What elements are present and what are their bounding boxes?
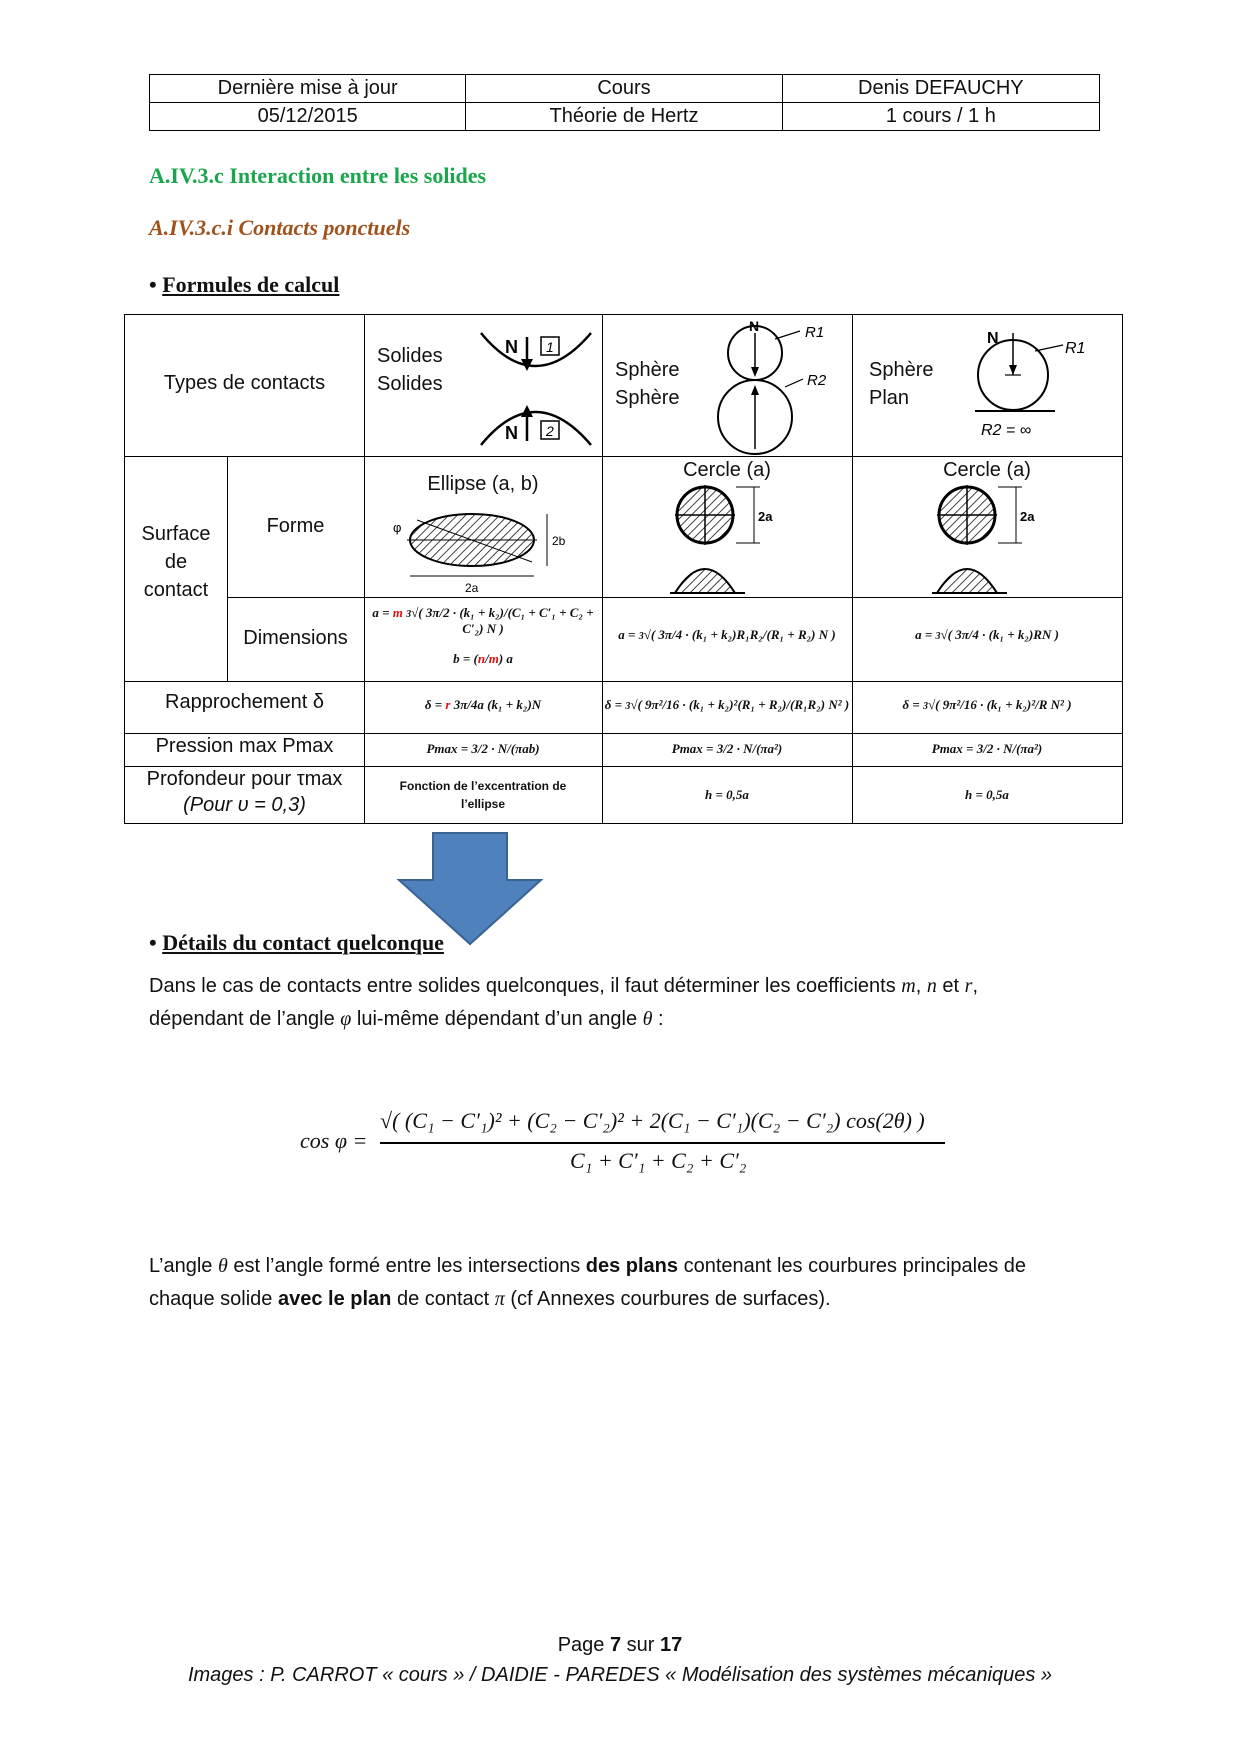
pression-label: Pression max Pmax <box>155 735 334 757</box>
formula-delta-ellipse: δ = r 3π/4a (k₁ + k₂)N <box>424 697 542 712</box>
page-mid: sur <box>621 1634 661 1656</box>
para2-theta: θ <box>217 1255 228 1277</box>
cercle-label-1: Cercle (a) <box>683 459 771 481</box>
para1-r: r <box>964 975 973 997</box>
fig-label-1: 1 <box>546 339 554 355</box>
sphere-sphere-figure <box>715 317 845 457</box>
para1-sep1: , <box>915 975 927 997</box>
formula-a-ellipse: a = m 3√( 3π/2 · (k₁ + k₂)/(C₁ + C′₁ + C₂ + C′₂) N ) b = (n/m) a <box>372 605 594 666</box>
cercle-figure-1 <box>670 485 790 597</box>
para2-pi: π <box>494 1288 505 1310</box>
fig-n-top: N <box>505 337 518 357</box>
page-prefix: Page <box>557 1634 610 1656</box>
para1-sep2: et <box>936 975 965 997</box>
header-label-type: Cours <box>466 75 782 103</box>
surface-line1: Surface <box>141 523 211 545</box>
subsection-title: A.IV.3.c.i Contacts ponctuels <box>149 215 411 240</box>
formula-a-plan: a = 3√( 3π/4 · (k₁ + k₂)RN ) <box>915 627 1059 642</box>
header-topic: Théorie de Hertz <box>466 103 782 131</box>
para1-text-b: , <box>972 975 978 997</box>
para1-n: n <box>926 975 937 997</box>
image-credits: Images : P. CARROT « cours » / DAIDIE - PAREDES « Modélisation des systèmes mécaniques » <box>187 1664 1053 1686</box>
paragraph-angle <box>149 1250 1100 1316</box>
header-author: Denis DEFAUCHY <box>782 75 1099 103</box>
header-table <box>149 74 1100 131</box>
para2-text-e: de contact <box>391 1288 495 1310</box>
formula-a-sphere: a = 3√( 3π/4 · (k₁ + k₂)R₁R₂/(R₁ + R₂) N ) <box>618 627 836 642</box>
sphere-plan-figure <box>975 325 1115 445</box>
fig-2a-c2: 2a <box>1020 509 1035 524</box>
fig-2b: 2b <box>552 534 566 548</box>
fig-2a-c1: 2a <box>758 509 773 524</box>
fig-2a-ellipse: 2a <box>465 581 479 595</box>
formula-pmax-sphere: Pmax = 3/2 · N/(πa²) <box>671 741 783 756</box>
para2-bold2: avec le plan <box>277 1288 392 1310</box>
col1-line2: Solides <box>377 373 443 395</box>
para1-text-a: Dans le cas de contacts entre solides quelconques, il faut déterminer les coefficients <box>149 975 902 997</box>
fig-ss-r1: R1 <box>805 324 825 341</box>
paragraph-coefficients <box>149 970 1100 1036</box>
para1-text-e: : <box>652 1008 664 1030</box>
types-label: Types de contacts <box>163 372 326 394</box>
bullet-formules: • Formules de calcul <box>149 272 340 297</box>
para2-text-b: est l’angle formé entre les intersections <box>227 1255 586 1277</box>
col3-line2: Plan <box>869 387 910 409</box>
page-number <box>0 1634 1240 1657</box>
para2-text-d: chaque solide <box>149 1288 278 1310</box>
para2-text-c: contenant les courbures principales de <box>678 1255 1027 1277</box>
para1-theta: θ <box>642 1008 653 1030</box>
bullet-details-label: Détails du contact quelconque <box>162 930 444 955</box>
col2-line2: Sphère <box>615 387 680 409</box>
fig-phi: φ <box>393 520 402 535</box>
fig-sp-n: N <box>987 330 999 347</box>
col3-line1: Sphère <box>869 359 934 381</box>
profondeur-line2: (Pour υ = 0,3) <box>183 794 306 816</box>
fig-n-bottom: N <box>505 423 518 443</box>
dimensions-label: Dimensions <box>243 627 348 649</box>
para1-text-c: dépendant de l’angle <box>149 1008 341 1030</box>
header-label-update: Dernière mise à jour <box>150 75 466 103</box>
h-value-sphere: h = 0,5a <box>705 787 749 802</box>
col1-line1: Solides <box>377 345 443 367</box>
rapprochement-label: Rapprochement δ <box>165 691 324 713</box>
header-date: 05/12/2015 <box>150 103 466 131</box>
para1-phi: φ <box>340 1008 352 1030</box>
contacts-table <box>124 314 1123 824</box>
para2-text-f: (cf Annexes courbures de surfaces). <box>504 1288 831 1310</box>
ellipse-figure <box>387 500 587 595</box>
fig-sp-r1: R1 <box>1065 340 1086 357</box>
para2-text-a: L’angle <box>149 1255 218 1277</box>
header-duration: 1 cours / 1 h <box>782 103 1099 131</box>
cercle-figure-2 <box>932 485 1052 597</box>
page-current: 7 <box>609 1634 622 1656</box>
formula-delta-sphere: δ = 3√( 9π²/16 · (k₁ + k₂)²(R₁ + R₂)/(R₁R₂) N² ) <box>604 697 850 712</box>
col2-line1: Sphère <box>615 359 680 381</box>
para1-m: m <box>901 975 916 997</box>
bullet-formules-label: Formules de calcul <box>162 272 340 297</box>
fig-sp-r2inf: R2 = ∞ <box>981 422 1032 439</box>
formula-pmax-plan: Pmax = 3/2 · N/(πa²) <box>931 741 1043 756</box>
forme-label: Forme <box>266 515 325 537</box>
fonction-line1: Fonction de l’excentration de <box>399 779 567 793</box>
cercle-label-2: Cercle (a) <box>943 459 1031 481</box>
fig-ss-n: N <box>749 318 760 334</box>
para2-bold1: des plans <box>585 1255 679 1277</box>
fonction-line2: l’ellipse <box>460 797 506 811</box>
surface-line2: de <box>164 551 188 573</box>
fig-ss-r2: R2 <box>807 372 827 389</box>
profondeur-line1: Profondeur pour τmax <box>146 768 343 790</box>
solides-contact-figure <box>477 329 597 449</box>
formula-pmax-ellipse: Pmax = 3/2 · N/(πab) <box>426 741 540 756</box>
bullet-details: • Détails du contact quelconque <box>149 930 444 955</box>
surface-line3: contact <box>143 579 209 601</box>
ellipse-label: Ellipse (a, b) <box>427 473 539 495</box>
formula-delta-plan: δ = 3√( 9π²/16 · (k₁ + k₂)²/R N² ) <box>902 697 1072 712</box>
h-value-plan: h = 0,5a <box>965 787 1009 802</box>
page-total: 17 <box>660 1634 683 1656</box>
fig-label-2: 2 <box>546 423 554 439</box>
section-title: A.IV.3.c Interaction entre les solides <box>149 163 487 188</box>
para1-text-d: lui-même dépendant d’un angle <box>351 1008 643 1030</box>
